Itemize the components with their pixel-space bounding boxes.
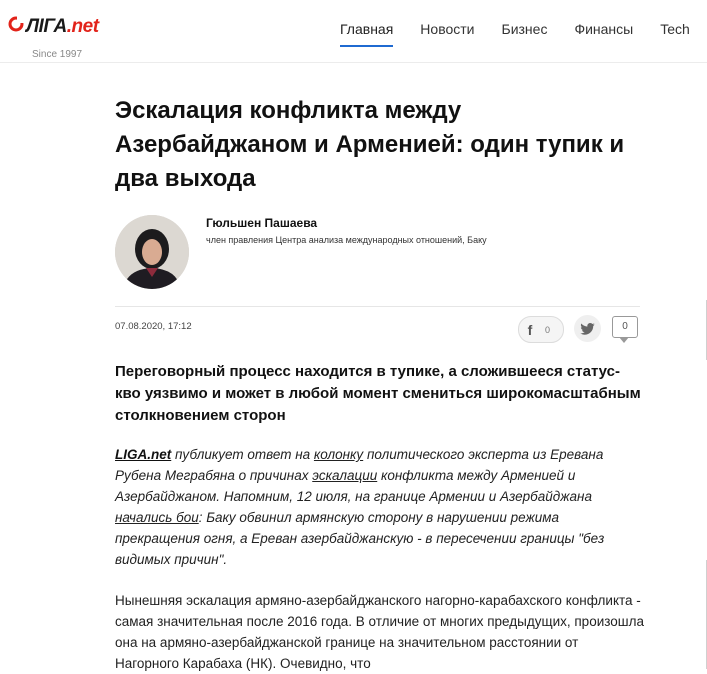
meta-divider [115,306,640,307]
nav-item-news[interactable]: Новости [420,21,475,37]
site-header [0,0,707,63]
main-nav [340,21,707,47]
author-role: член правления Центра анализа международных отношений, Баку [206,235,487,245]
nav-item-main[interactable]: Главная [340,21,393,47]
twitter-share-button[interactable] [574,315,601,342]
facebook-share-count: 0 [545,324,551,335]
nav-item-finance[interactable]: Финансы [574,21,634,37]
nav-item-tech[interactable]: Tech [660,21,690,37]
logo-since: Since 1997 [32,49,83,60]
column-link[interactable]: колонку [313,447,364,462]
liga-logo-icon [8,16,24,32]
article-intro: LIGA.net публикует ответ на колонку политического эксперта из Еревана Рубена Меграбяна о причинах эскалации конфликта между Арменией и Азербайджаном. Напомним, 12 июля, на границе Армении и Азербайджана начались бои: Баку обвинил армянскую сторону в нарушении режима прекращения огня, а Ереван азербайджанскую - в пересечении границы "без видимых причин". [115,447,605,567]
comments-count-button[interactable]: 0 [612,316,638,338]
facebook-share-button[interactable] [518,316,564,343]
author-avatar[interactable] [115,215,189,289]
author-name[interactable]: Гюльшен Пашаева [206,216,318,230]
twitter-icon [580,323,595,335]
article-lead: Переговорный процесс находится в тупике, а сложившееся статус-кво уязвимо и может в любой момент смениться широкомасштабным столкновением сторон [115,363,641,424]
publish-date: 07.08.2020, 17:12 [115,321,192,332]
fighting-link[interactable]: начались бои [115,510,199,525]
escalation-link[interactable]: эскалации [312,468,378,483]
author-portrait-icon [115,215,189,289]
article-title: Эскалация конфликта между Азербайджаном и Арменией: один тупик и два выхода [115,97,625,192]
facebook-icon: f [527,321,533,338]
article-paragraph: Нынешняя эскалация армяно-азербайджанского нагорно-карабахского конфликта - самая значительная после 2016 года. В отличие от многих предыдущих, произошла она на армяно-азербайджанской границе на значительном расстоянии от Нагорного Карабаха (НК). Очевидно, что [115,593,645,671]
nav-item-business[interactable]: Бизнес [501,21,548,37]
logo-text: ЛІГА.net [26,16,99,37]
brand-link[interactable]: LIGA.net [115,447,172,462]
